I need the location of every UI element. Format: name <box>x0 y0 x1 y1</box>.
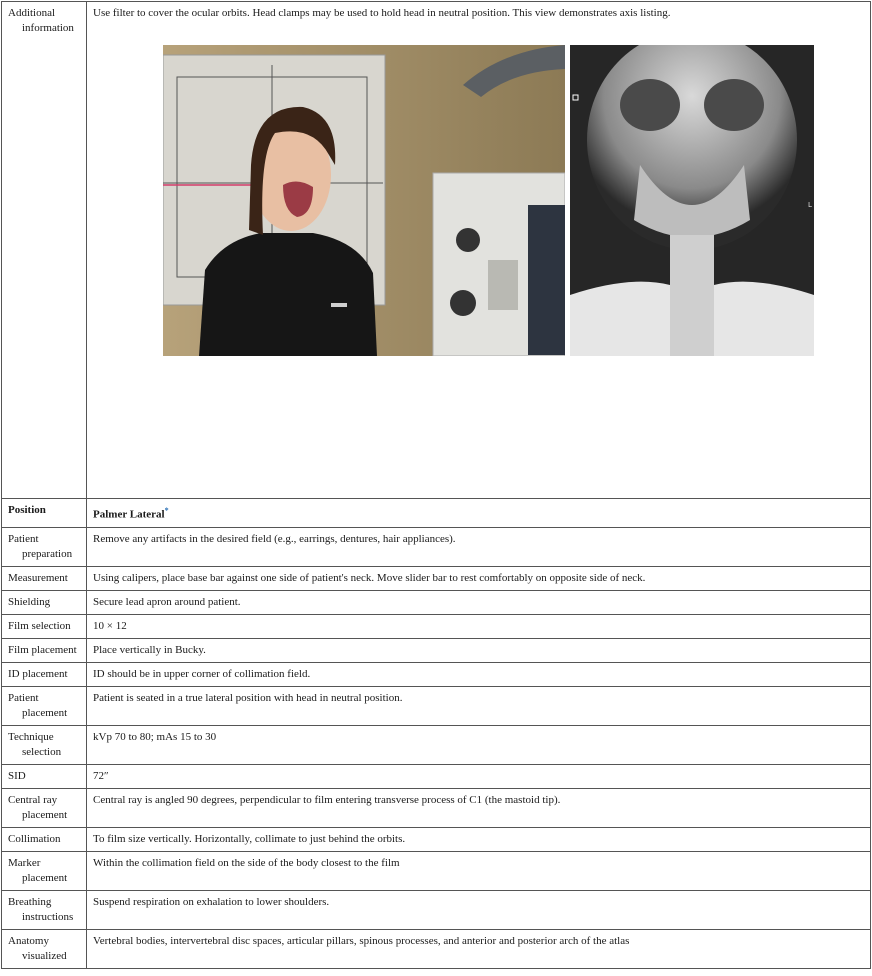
row-value: 10 × 12 <box>93 619 127 632</box>
row-label: Film placement <box>8 643 77 656</box>
xray-side-marker: L <box>808 201 812 209</box>
row-label: Shielding <box>8 595 51 608</box>
table-row <box>2 764 871 788</box>
table-row <box>2 725 871 764</box>
row-value: Vertebral bodies, intervertebral disc spaces, articular pillars, spinous processes, and anterior and posterior arch of the atlas <box>93 934 630 947</box>
row-value: To film size vertically. Horizontally, collimate to just behind the orbits. <box>93 832 406 845</box>
row-label: ID placement <box>8 667 68 680</box>
row-value: Central ray is angled 90 degrees, perpendicular to film entering transverse process of C1 (the mastoid tip). <box>93 793 561 806</box>
row-value: Within the collimation field on the side of the body closest to the film <box>93 856 400 869</box>
row-label: Central ray placement <box>8 793 68 821</box>
row-value: Place vertically in Bucky. <box>93 643 206 656</box>
row-label <box>2 2 87 499</box>
row-label: Collimation <box>8 832 61 845</box>
row-value: Remove any artifacts in the desired field (e.g., earrings, dentures, hair appliances). <box>93 532 456 545</box>
additional-info-label: Additional information <box>8 7 74 34</box>
row-value: ID should be in upper corner of collimation field. <box>93 667 311 680</box>
patient-photo-illustration <box>163 45 565 356</box>
row-label: Breathing instructions <box>8 895 74 923</box>
table-row <box>2 827 871 851</box>
footnote-marker[interactable]: * <box>164 506 169 515</box>
additional-info-text: Use filter to cover the ocular orbits. Head clamps may be used to hold head in neutral position. This view demonstrates axis listing. <box>93 7 671 19</box>
row-value <box>87 2 871 499</box>
table-row <box>2 590 871 614</box>
row-value <box>87 499 871 528</box>
row-value: 72″ <box>93 769 109 782</box>
row-label: SID <box>8 769 26 782</box>
row-label: Measurement <box>8 571 68 584</box>
table-row <box>2 527 871 566</box>
table-row <box>2 662 871 686</box>
figure-area <box>93 21 864 491</box>
position-header-label: Position <box>8 504 46 516</box>
table-row <box>2 566 871 590</box>
table-row <box>2 890 871 929</box>
patient-positioning-photo <box>163 45 565 356</box>
row-label <box>2 499 87 528</box>
row-value: kVp 70 to 80; mAs 15 to 30 <box>93 730 217 743</box>
table-row <box>2 851 871 890</box>
xray-image <box>570 45 814 356</box>
row-value: Secure lead apron around patient. <box>93 595 241 608</box>
procedure-table <box>1 1 871 969</box>
table-row <box>2 614 871 638</box>
xray-illustration <box>570 45 814 356</box>
row-value: Suspend respiration on exhalation to lower shoulders. <box>93 895 330 908</box>
row-label: Anatomy visualized <box>8 934 67 962</box>
additional-info-row <box>2 2 871 499</box>
row-value: Patient is seated in a true lateral position with head in neutral position. <box>93 691 403 704</box>
table-row <box>2 788 871 827</box>
row-label: Patient placement <box>8 691 68 719</box>
row-label: Marker placement <box>8 856 68 884</box>
row-label: Patient preparation <box>8 532 73 560</box>
table-row <box>2 638 871 662</box>
table-row <box>2 686 871 725</box>
position-header-row <box>2 499 871 528</box>
position-title: Palmer Lateral <box>93 508 165 521</box>
table-row <box>2 929 871 968</box>
row-label: Film selection <box>8 619 71 632</box>
row-label: Technique selection <box>8 730 62 758</box>
row-value: Using calipers, place base bar against one side of patient's neck. Move slider bar to rest comfortably on opposite side of neck. <box>93 571 646 584</box>
